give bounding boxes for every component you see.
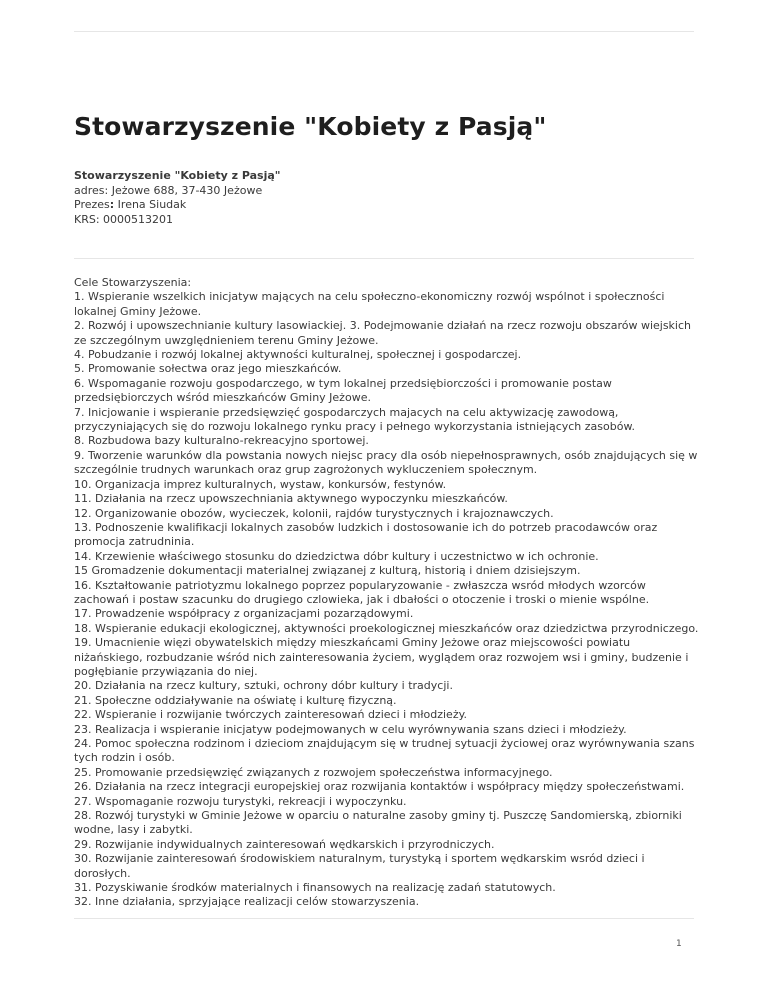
goal-item: 32. Inne działania, sprzyjające realizacji celów stowarzyszenia. xyxy=(74,895,420,909)
goal-item: 6. Wspomaganie rozwoju gospodarczego, w tym lokalnej przedsiębiorczości i promowanie postaw przedsiębiorczych wśród mieszkańców Gminy Jeżowe. xyxy=(74,376,612,405)
goal-item: 22. Wspieranie i rozwijanie twórczych zainteresowań dzieci i młodzieży. xyxy=(74,708,468,722)
goal-item: 10. Organizacja imprez kulturalnych, wystaw, konkursów, festynów. xyxy=(74,477,447,491)
goals-section xyxy=(74,276,700,910)
goal-item: 25. Promowanie przedsięwzięć związanych z rozwojem społeczeństwa informacyjnego. xyxy=(74,765,553,779)
goal-item: 2. Rozwój i upowszechnianie kultury lasowiackiej. 3. Podejmowanie działań na rzecz rozwoju obszarów wiejskich ze szczególnym uwzględnieniem terenu Gminy Jeżowe. xyxy=(74,319,691,347)
goal-item: 30. Rozwijanie zainteresowań środowiskiem naturalnym, turystyką i sportem wędkarskim wsród dzieci i dorosłych. xyxy=(74,852,645,880)
goal-item: 19. Umacnienie więzi obywatelskich między mieszkańcami Gminy Jeżowe oraz miejscowości powiatu niżańskiego, rozbudzanie wśród nich zainteresowania życiem, wyglądem oraz rozwojem wsi i gminy, budzenie i pogłębianie przywiązania do niej. xyxy=(74,636,689,678)
goal-item: 5. Promowanie sołectwa oraz jego mieszkańców. xyxy=(74,362,342,376)
goal-item: 29. Rozwijanie indywidualnych zainteresowań wędkarskich i przyrodniczych. xyxy=(74,837,495,851)
goal-item: 17. Prowadzenie współpracy z organizacjami pozarządowymi. xyxy=(74,607,414,621)
bottom-divider xyxy=(74,918,694,919)
goal-item: 28. Rozwój turystyki w Gminie Jeżowe w oparciu o naturalne zasoby gminy tj. Puszczę Sandomierską, zbiorniki wodne, lasy i zabytki. xyxy=(74,809,682,837)
goal-item: 14. Krzewienie właściwego stosunku do dziedzictwa dóbr kultury i uczestnictwo w ich ochronie. xyxy=(74,549,599,563)
organization-president: Prezes: Irena Siudak xyxy=(74,198,187,212)
goal-item: 24. Pomoc społeczna rodzinom i dzieciom znajdującym się w trudnej sytuacji życiowej oraz wyrównywania szans tych rodzin i osób. xyxy=(74,737,695,765)
organization-info xyxy=(74,169,281,227)
goal-item: 12. Organizowanie obozów, wycieczek, kolonii, rajdów turystycznych i krajoznawczych. xyxy=(74,506,554,520)
goal-item: 8. Rozbudowa bazy kulturalno-rekreacyjno sportowej. xyxy=(74,434,369,448)
goal-item: 18. Wspieranie edukacji ekologicznej, aktywności proekologicznej mieszkańców oraz dziedzictwa przyrodniczego. xyxy=(74,621,699,635)
goal-item: 4. Pobudzanie i rozwój lokalnej aktywności kulturalnej, społecznej i gospodarczej. xyxy=(74,348,522,362)
goal-item: 27. Wspomaganie rozwoju turystyki, rekreacji i wypoczynku. xyxy=(74,794,407,808)
goals-heading: Cele Stowarzyszenia: xyxy=(74,276,192,289)
top-divider xyxy=(74,31,694,32)
organization-krs: KRS: 0000513201 xyxy=(74,212,174,226)
organization-name: Stowarzyszenie "Kobiety z Pasją" xyxy=(74,169,281,182)
page-title: Stowarzyszenie "Kobiety z Pasją" xyxy=(74,112,547,141)
goal-item: 11. Działania na rzecz upowszechniania aktywnego wypoczynku mieszkańców. xyxy=(74,492,508,506)
page-number: 1 xyxy=(676,939,682,949)
goal-item: 7. Inicjowanie i wspieranie przedsięwzięć gospodarczych majacych na celu aktywizację zawodową, przyczyniających się do rozwoju lokalnego rynku pracy i pełnego wykorzystania istniejących zasobów. xyxy=(74,405,635,434)
goal-item: 1. Wspieranie wszelkich inicjatyw mających na celu społeczno-ekonomiczny rozwój wspólnot i społeczności lokalnej Gminy Jeżowe. xyxy=(74,290,665,318)
goal-item: 9. Tworzenie warunków dla powstania nowych niejsc pracy dla osób niepełnosprawnych, osób znajdujących się w szczególnie trudnych warunkach oraz grup zagrożonych wykluczeniem społecznym. xyxy=(74,448,698,477)
goal-item: 26. Działania na rzecz integracji europejskiej oraz rozwijania kontaktów i współpracy między społeczeństwami. xyxy=(74,780,685,794)
goal-item: 15 Gromadzenie dokumentacji materialnej związanej z kulturą, historią i dniem dzisiejszym. xyxy=(74,564,581,578)
organization-address: adres: Jeżowe 688, 37-430 Jeżowe xyxy=(74,183,263,197)
goal-item: 21. Społeczne oddziaływanie na oświatę i kulturę fizyczną. xyxy=(74,693,397,707)
goal-item: 20. Działania na rzecz kultury, sztuki, ochrony dóbr kultury i tradycji. xyxy=(74,679,453,693)
middle-divider xyxy=(74,258,694,259)
goals-list xyxy=(74,290,700,909)
goal-item: 13. Podnoszenie kwalifikacji lokalnych zasobów ludzkich i dostosowanie ich do potrzeb pracodawców oraz promocja zatrudninia. xyxy=(74,520,658,549)
goal-item: 23. Realizacja i wspieranie inicjatyw podejmowanych w celu wyrównywania szans dzieci i młodzieży. xyxy=(74,722,627,736)
goal-item: 16. Kształtowanie patriotyzmu lokalnego poprzez popularyzowanie - zwłaszcza wsród młodych wzorców zachowań i postaw szacunku do drugiego czlowieka, jak i dbałości o otoczenie i troski o mienie wspólne. xyxy=(74,578,650,606)
goal-item: 31. Pozyskiwanie środków materialnych i finansowych na realizację zadań statutowych. xyxy=(74,881,556,895)
